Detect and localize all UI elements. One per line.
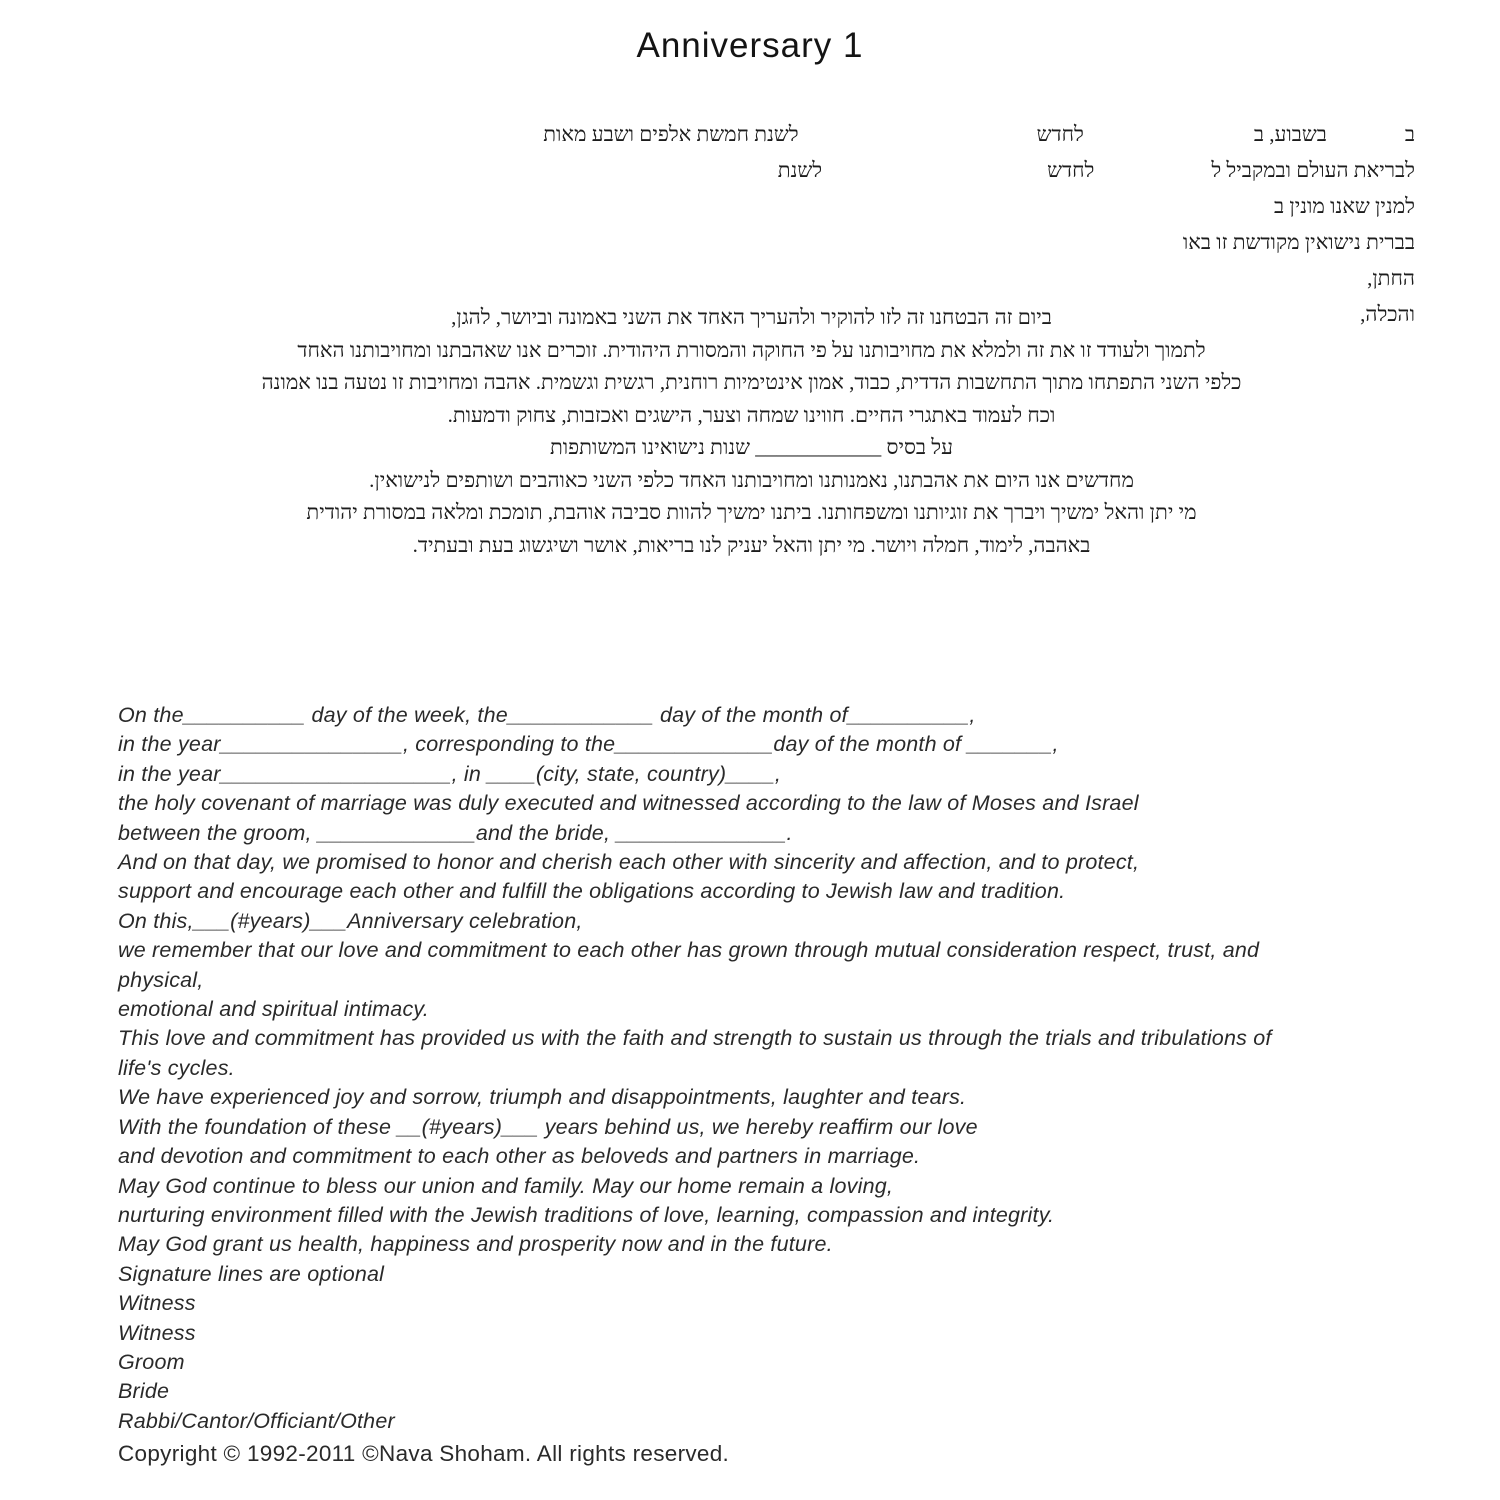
english-line: between the groom, _____________and the bride, ______________. — [118, 820, 793, 845]
english-line: Rabbi/Cantor/Officiant/Other — [118, 1408, 395, 1433]
english-line: With the foundation of these __(#years)___ years behind us, we hereby reaffirm our love — [118, 1114, 978, 1139]
english-line: On the__________ day of the week, the____________ day of the month of__________, — [118, 703, 976, 727]
hebrew-paragraph-line: וכח לעמוד באתגרי החיים. חווינו שמחה וצער, הישגים ואכזבות, צחוק ודמעות. — [447, 402, 1056, 427]
english-line: support and encourage each other and fulfill the obligations according to Jewish law and tradition. — [118, 879, 1066, 904]
hebrew-text-segment: לחדש — [1036, 122, 1084, 146]
english-line: Bride — [118, 1379, 170, 1404]
english-line: May God continue to bless our union and family. May our home remain a loving, — [118, 1173, 894, 1198]
hebrew-header-line-6: והכלה, — [1360, 302, 1415, 326]
hebrew-paragraph-line: מחדשים אנו היום את אהבתנו, נאמנותנו ומחויבותנו האחד כלפי השני כאוהבים ושותפים לנישואין. — [369, 467, 1134, 492]
english-line: On this,___(#years)___Anniversary celebration, — [118, 908, 583, 933]
fill-in-gap — [1084, 140, 1254, 141]
english-line: life's cycles. — [118, 1055, 235, 1080]
fill-in-gap — [799, 140, 1037, 141]
hebrew-text-segment: לשנת חמשת אלפים ושבע מאות — [543, 122, 799, 146]
hebrew-text-segment: לחדש — [1047, 158, 1095, 182]
english-line: May God grant us health, happiness and prosperity now and in the future. — [118, 1232, 833, 1257]
english-line: in the year_______________, corresponding to the_____________day of the month of _______, — [118, 732, 1059, 757]
english-line: physical, — [118, 967, 204, 992]
hebrew-text-segment: לבריאת העולם ובמקביל ל — [1211, 158, 1415, 182]
english-text-block — [118, 701, 1412, 1436]
hebrew-text-segment: בשבוע, ב — [1253, 122, 1327, 146]
hebrew-paragraph-line: לתמוך ולעודד זו את זה ולמלא את מחויבותנו על פי החוקה והמסורת היהודית. זוכרים אנו שאהבתנו ומחויבותנו האחד — [297, 337, 1206, 362]
hebrew-paragraph-block — [75, 301, 1428, 561]
hebrew-header-line-2 — [543, 152, 1415, 188]
english-line: and devotion and commitment to each other as beloveds and partners in marriage. — [118, 1144, 921, 1169]
english-line: This love and commitment has provided us with the faith and strength to sustain us through the trials and tribulations of — [118, 1026, 1272, 1051]
fill-in-gap — [822, 176, 1047, 177]
page-title: Anniversary 1 — [636, 26, 864, 65]
fill-in-gap — [1327, 140, 1405, 141]
english-line: emotional and spiritual intimacy. — [118, 997, 429, 1022]
english-line: We have experienced joy and sorrow, triumph and disappointments, laughter and tears. — [118, 1085, 967, 1110]
english-line: And on that day, we promised to honor and cherish each other with sincerity and affection, and to protect, — [118, 850, 1140, 875]
hebrew-header-block — [543, 116, 1415, 332]
hebrew-header-line-1 — [543, 116, 1415, 152]
hebrew-paragraph-line: ביום זה הבטחנו זה לזו להוקיר ולהעריך האחד את השני באמונה וביושר, להגן, — [451, 305, 1052, 329]
english-line: Witness — [118, 1320, 196, 1345]
english-line: Witness — [118, 1291, 196, 1316]
fill-in-gap — [1094, 176, 1211, 177]
hebrew-header-line-5: החתן, — [1367, 266, 1415, 290]
hebrew-header-line-4: בברית נישואין מקודשת זו באו — [1182, 230, 1415, 254]
copyright-notice: Copyright © 1992-2011 ©Nava Shoham. All rights reserved. — [118, 1441, 730, 1466]
english-line: nurturing environment filled with the Jewish traditions of love, learning, compassion and integrity. — [118, 1202, 1055, 1227]
hebrew-text-segment: לשנת — [777, 158, 823, 182]
english-line: in the year___________________, in ____(city, state, country)____, — [118, 761, 782, 786]
hebrew-text-segment: ב — [1404, 122, 1415, 146]
english-line: Groom — [118, 1349, 185, 1374]
hebrew-header-line-3: למנין שאנו מונין ב — [1273, 194, 1415, 218]
hebrew-paragraph-line: על בסיס ____________ שנות נישואינו המשותפות — [550, 435, 953, 459]
hebrew-paragraph-line: באהבה, לימוד, חמלה ויושר. מי יתן והאל יעניק לנו בריאות, אושר ושיגשוג בעת ובעתיד. — [412, 532, 1091, 557]
english-line: the holy covenant of marriage was duly executed and witnessed according to the law of Moses and Israel — [118, 791, 1139, 816]
hebrew-paragraph-line: כלפי השני התפתחו מתוך התחשבות הדדית, כבוד, אמון אינטימיות רוחנית, רגשית וגשמית. אהבה ומחויבות זו נטעה בנו אמונה — [261, 370, 1242, 394]
english-line: we remember that our love and commitment to each other has grown through mutual consideration respect, trust, and — [118, 938, 1260, 963]
hebrew-paragraph-line: מי יתן והאל ימשיך ויברך את זוגיותנו ומשפחותנו. ביתנו ימשיך להוות סביבה אוהבת, תומכת ומלאה במסורת יהודית — [306, 500, 1197, 524]
english-line: Signature lines are optional — [118, 1261, 385, 1286]
